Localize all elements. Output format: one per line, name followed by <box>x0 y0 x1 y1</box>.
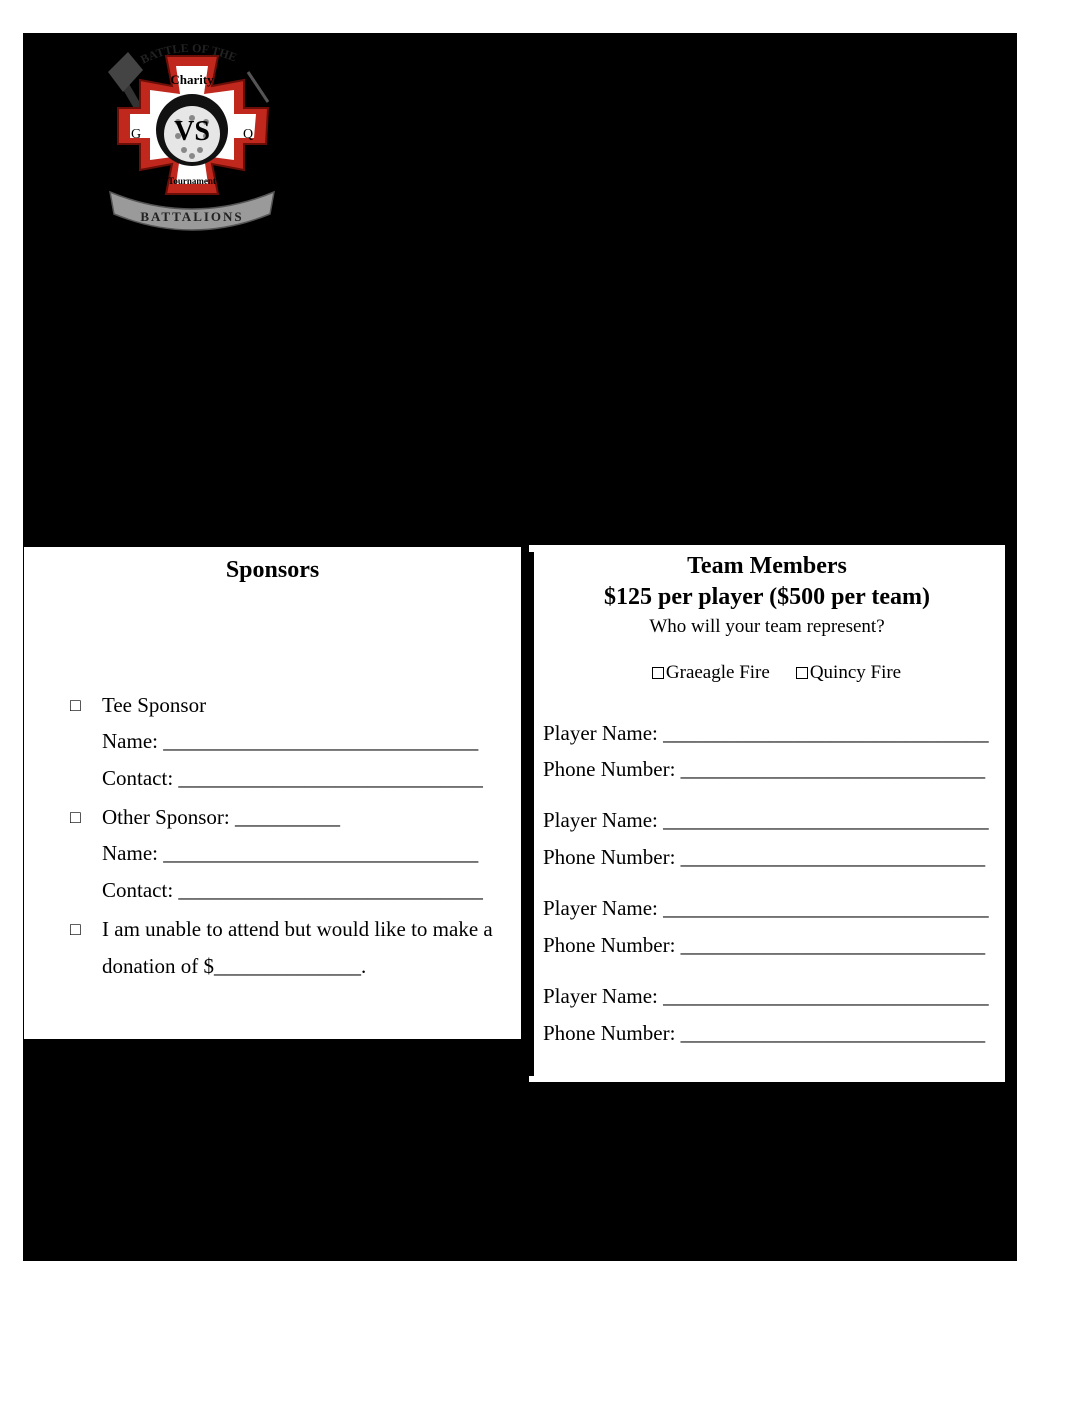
player-name-field-3[interactable]: Player Name: _______________________________ <box>543 896 989 920</box>
quincy-checkbox[interactable] <box>796 667 808 679</box>
team-members-panel <box>529 545 1005 1082</box>
other-contact-field[interactable]: Contact: _____________________________ <box>102 878 483 902</box>
svg-text:VS: VS <box>174 116 210 147</box>
donation-amount-field[interactable]: donation of $______________. <box>102 954 367 978</box>
phone-number-field-1[interactable]: Phone Number: _____________________________ <box>543 757 986 781</box>
phone-number-field-2[interactable]: Phone Number: _____________________________ <box>543 845 986 869</box>
player-name-field-1[interactable]: Player Name: _______________________________ <box>543 721 989 745</box>
svg-text:BATTLE OF THE: BATTLE OF THE <box>138 42 239 67</box>
other-sponsor-checkbox[interactable]: □ <box>70 807 81 827</box>
tee-contact-field[interactable]: Contact: _____________________________ <box>102 766 483 790</box>
price-line: $125 per player ($500 per team) <box>604 584 930 610</box>
tee-sponsor-checkbox[interactable]: □ <box>70 695 81 715</box>
svg-text:BATTALIONS: BATTALIONS <box>140 209 244 224</box>
svg-text:G: G <box>130 127 142 142</box>
other-sponsor-field[interactable]: Other Sponsor: __________ <box>102 805 340 829</box>
team-panel-left-border <box>529 552 534 1076</box>
player-name-field-2[interactable]: Player Name: _______________________________ <box>543 808 989 832</box>
graeagle-checkbox[interactable] <box>652 667 664 679</box>
team-title: Team Members <box>687 553 847 579</box>
svg-text:Q: Q <box>242 127 254 142</box>
quincy-option[interactable]: Quincy Fire <box>796 662 901 683</box>
other-name-field[interactable]: Name: ______________________________ <box>102 841 479 865</box>
player-name-field-4[interactable]: Player Name: _______________________________ <box>543 984 989 1008</box>
graeagle-option[interactable]: Graeagle Fire <box>652 662 770 683</box>
tee-sponsor-label: Tee Sponsor <box>102 693 207 717</box>
phone-number-field-4[interactable]: Phone Number: _____________________________ <box>543 1021 986 1045</box>
svg-text:Charity: Charity <box>170 72 214 87</box>
svg-text:Tournament: Tournament <box>168 176 216 186</box>
tee-name-field[interactable]: Name: ______________________________ <box>102 729 479 753</box>
battalions-logo <box>98 42 286 234</box>
team-options <box>529 640 1005 706</box>
represent-question: Who will your team represent? <box>649 616 885 637</box>
phone-number-field-3[interactable]: Phone Number: _____________________________ <box>543 933 986 957</box>
donation-checkbox[interactable]: □ <box>70 919 81 939</box>
sponsors-panel <box>24 547 521 1039</box>
donation-text: I am unable to attend but would like to make a <box>102 917 493 941</box>
sponsors-title: Sponsors <box>225 557 320 583</box>
